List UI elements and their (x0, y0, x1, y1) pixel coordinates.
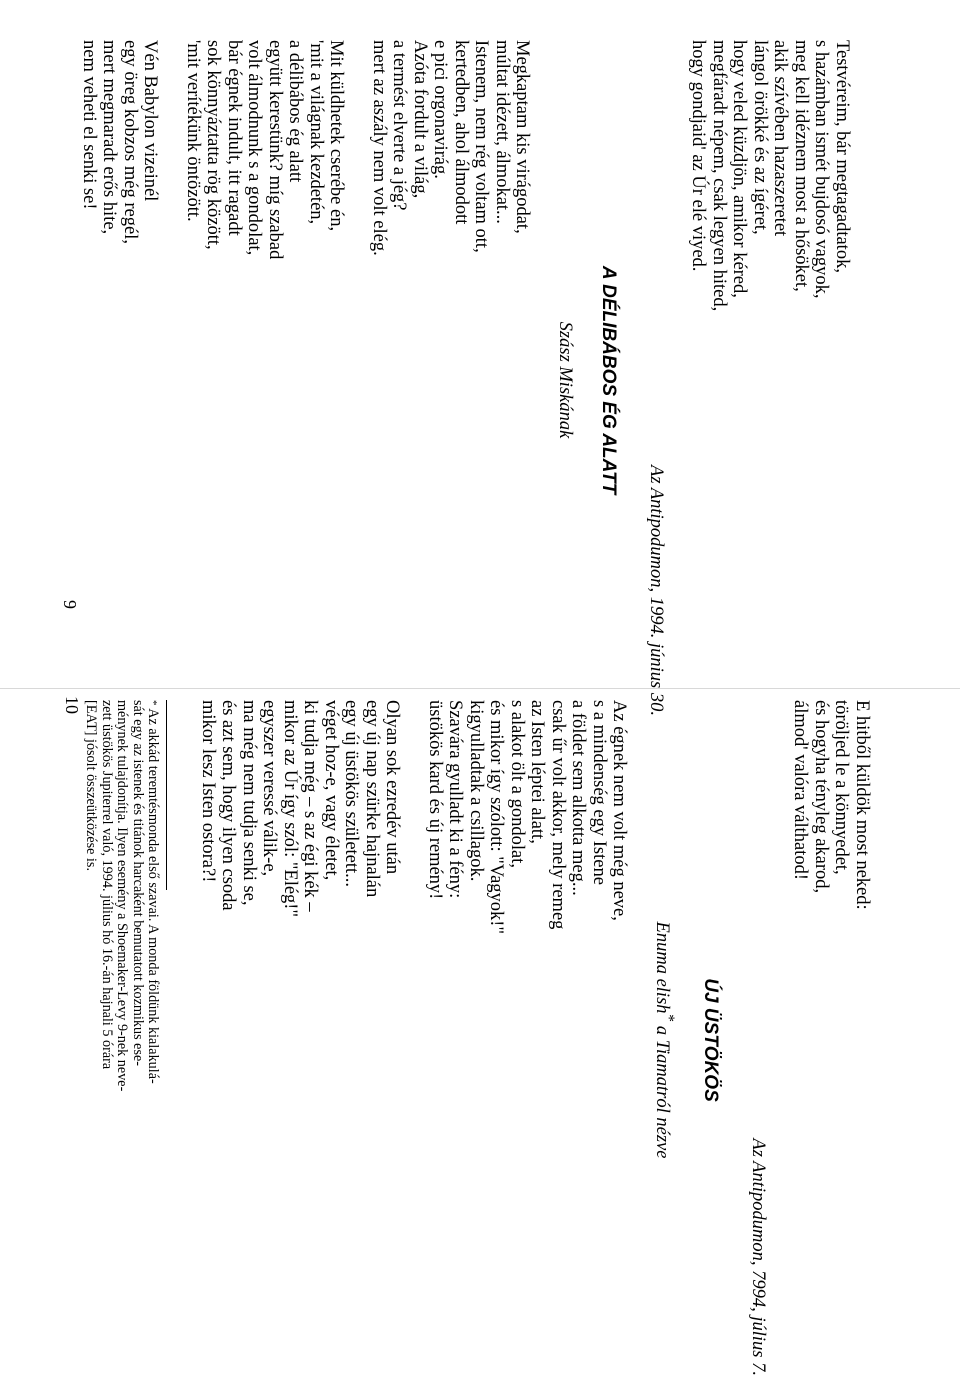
footnote-marker: * (660, 1013, 678, 1022)
verse-line: Azóta fordult a világ, (410, 40, 430, 199)
footnote-star: * (147, 700, 160, 706)
stanza-3 (79, 40, 161, 720)
verse-line: együtt kerestünk? míg szabad (265, 40, 285, 260)
subtitle-rest: a Tiamatról nézve (652, 1021, 673, 1159)
verse-line: s alakot ölt a gondolat, (506, 700, 527, 869)
footnote-line: [EAT] jósolt összeütközése is. (83, 700, 100, 872)
verse-line: Vén Babylon vizeinél (140, 40, 161, 202)
poem-title: A DÉLIBÁBOS ÉG ALATT (598, 265, 620, 495)
verse-line: sok könnyáztatta rög között, (203, 40, 224, 250)
stanza-2 (197, 700, 402, 1380)
verse-line: a termést elverte a jég? (389, 40, 410, 211)
verse-line: s a mindenség egy Istene (588, 700, 609, 885)
verse-line: mert megmaradt erős hite, (99, 40, 120, 235)
verse-line: a földet sem alkotta meg... (568, 700, 589, 896)
verse-line: Testvéreim, bár megtagadtatok, (832, 40, 852, 273)
verse-line: ma még nem tudja senki se, (238, 700, 259, 906)
verse-line: megfáradt népem, csak legyen hited, (709, 40, 729, 312)
footnote-rule (166, 700, 167, 890)
verse-line: üstökös kard és új remény! (424, 700, 445, 900)
verse-line: mikor lesz Isten ostora?! (197, 700, 218, 883)
poem-title: ÚJ ÜSTÖKÖS (700, 978, 722, 1102)
verse-line: és hogyha tényleg akarod, (811, 700, 831, 894)
verse-line: és azt sem, hogy ilyen csoda (218, 700, 239, 911)
intro-stanza (790, 700, 872, 1380)
verse-line: E hitből küldök most neked: (852, 700, 872, 910)
verse-line: csak űr volt akkor, mely remeg (547, 700, 568, 930)
verse-line: nem veheti el senki se! (79, 40, 99, 210)
page-number: 10 (62, 696, 82, 714)
verse-line: bár égnek indult, itt ragadt (224, 40, 244, 236)
verse-line: kertedben, ahol álmodott (451, 40, 471, 225)
verse-line: töröljed le a könnyedet, (831, 700, 852, 875)
verse-line: Mit küldhetek cserébe én, (326, 40, 347, 232)
verse-line: mikor az Úr így szól: "Elég!" (279, 700, 300, 918)
verse-line: Istenem, nem rég voltam ott, (471, 40, 492, 253)
footnote-text: Az akkád teremtésmonda első szavai. A monda földünk kialakulá- (145, 708, 162, 1084)
verse-line: volt álmodnunk s a gondolat, (244, 40, 265, 256)
page-10 (62, 696, 872, 1380)
subtitle-main: Enuma elish (652, 921, 673, 1014)
verse-line: lángol örökké és az ígéret, (750, 40, 770, 235)
verse-line: és mikor így szólott: "Vagyok!" (486, 700, 507, 934)
page-9 (57, 40, 853, 720)
verse-line: egy új üstökös született... (341, 700, 362, 888)
intro-stanza (688, 40, 852, 720)
place-date-signature: Az Antipodumon, 1994. június 30. (646, 465, 666, 716)
footnote-line: zett üstökös Jupiterrel való, 1994. július hó 16.-án hajnali 5 órára (98, 700, 115, 1070)
verse-line: egyszer veressé válik-e, (259, 700, 280, 877)
verse-line: s hazámban ismét bujdosó vagyok, (811, 40, 832, 299)
footnote-line (145, 700, 161, 1380)
verse-line: hogy veled küzdjön, amikor kéred, (729, 40, 750, 298)
verse-line: ki tudja még – s az égi kék – (300, 700, 321, 912)
verse-line: hogy gondjaid' az Úr elé viyed. (688, 40, 709, 272)
verse-line: e pici orgonavirág. (430, 40, 451, 179)
verse-line: mert az aszály nem volt elég. (369, 40, 389, 256)
stanza-1 (369, 40, 533, 720)
verse-line: Megkaptam kis virágodat, (512, 40, 533, 234)
stanza-1 (424, 700, 629, 1380)
dedication: Szász Miskának (555, 321, 576, 439)
verse-line: Olyan sok ezredév után (382, 700, 403, 875)
footnote-line: ménynek tulajdonítja. Ilyen esemény a Shoemaker-Levy 9-nek neve- (114, 700, 131, 1092)
footnote-line: sát egy az istenek és titánok harcaként bemutatott kozmikus ese- (129, 700, 146, 1066)
verse-line: egy új nap szürke hajnalán (361, 700, 382, 898)
verse-line: az Isten léptei alatt, (527, 700, 548, 844)
verse-line: meg kell idéznem most a hősöket, (791, 40, 811, 292)
verse-line: akik szívében hazaszeretet (770, 40, 791, 237)
stanza-2 (183, 40, 347, 720)
verse-line: álmod' valóra válthatod! (790, 700, 811, 881)
verse-line: Az égnek nem volt még neve, (609, 700, 630, 921)
verse-line: kigyulladtak a csillagok. (465, 700, 486, 882)
verse-line: 'mit verítékünk öntözött. (183, 40, 203, 222)
verse-line: múltat idézett, álmokat... (492, 40, 512, 224)
verse-line: véget hoz-e, vagy életet, (320, 700, 341, 881)
verse-line: egy öreg kobzos még regél, (120, 40, 140, 244)
verse-line: Szavára gyulladt ki a fény: (445, 700, 466, 899)
footnote (83, 700, 161, 1380)
page-number: 9 (60, 600, 80, 609)
verse-line: a délibábos ég alatt (285, 40, 306, 183)
place-date-signature: Az Antipodumon, 7994, július 7. (748, 1138, 768, 1376)
verse-line: 'mit a világnak kezdetén, (306, 40, 326, 225)
poem-subtitle (651, 700, 677, 1380)
